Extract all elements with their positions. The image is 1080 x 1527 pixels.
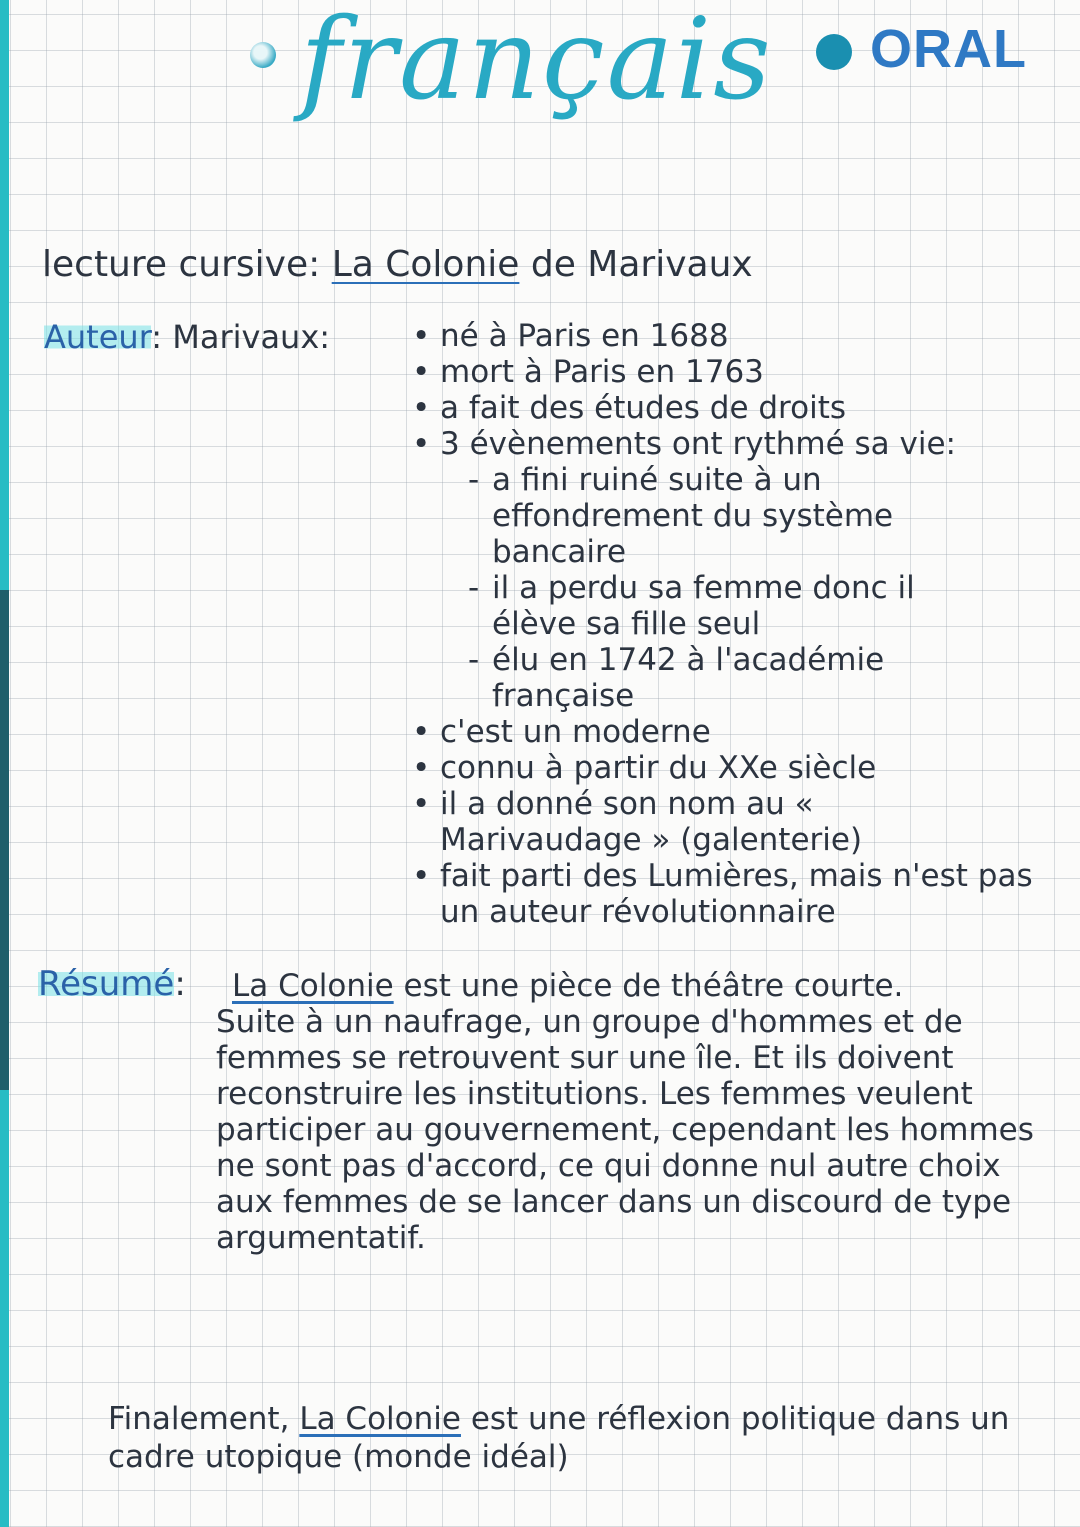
events-sublist (440, 462, 1060, 714)
auteur-name: : Marivaux: (151, 318, 331, 356)
list-item: • il a donné son nom au « Marivaudage » (galenterie) (410, 786, 1000, 858)
resume-first-line (232, 968, 903, 1004)
conclusion-body: est une réflexion politique dans un cadre utopique (monde idéal) (108, 1401, 1010, 1475)
auteur-label: Auteur (44, 318, 152, 356)
margin-bar-dark (0, 590, 9, 1090)
page-title: français (300, 0, 773, 125)
lecture-heading (42, 244, 753, 285)
sub-list-item: - il a perdu sa femme donc il élève sa fille seul (468, 570, 982, 642)
list-item: • c'est un moderne (410, 714, 1060, 750)
auteur-heading (44, 318, 330, 356)
list-item: • connu à partir du XXe siècle (410, 750, 1060, 786)
title-dot-right (816, 34, 852, 70)
conclusion-book-title: La Colonie (299, 1401, 461, 1437)
resume-body: Suite à un naufrage, un groupe d'hommes et de femmes se retrouvent sur une île. Et ils doivent reconstruire les institutions. Les femmes veulent participer au gouvernement, cependant les hommes ne sont pas d'accord, ce qui donne nul autre choix aux femmes de se lancer dans un discourd de type argumentatif. (216, 1004, 1034, 1256)
resume-intro: est une pièce de théâtre courte. (403, 968, 904, 1004)
resume-colon: : (174, 964, 186, 1004)
lecture-author: de Marivaux (530, 244, 753, 285)
list-item: • né à Paris en 1688 (410, 318, 1060, 354)
lecture-book-title: La Colonie (331, 244, 520, 285)
list-item: • a fait des études de droits (410, 390, 1060, 426)
lecture-label: lecture cursive: (42, 244, 321, 285)
list-item: • mort à Paris en 1763 (410, 354, 1060, 390)
list-item: • fait parti des Lumières, mais n'est pas un auteur révolutionnaire (410, 858, 1060, 930)
resume-label: Résumé (38, 964, 175, 1004)
sub-list-item: - élu en 1742 à l'académie française (468, 642, 982, 714)
list-item-events (410, 426, 1060, 714)
resume-heading (38, 964, 186, 1004)
list-item-label: 3 évènements ont rythmé sa vie: (440, 426, 956, 462)
author-facts-list (410, 318, 1060, 930)
conclusion-prefix: Finalement, (108, 1401, 290, 1437)
conclusion-text (108, 1400, 1068, 1476)
sub-list-item: - a fini ruiné suite à un effondrement du système bancaire (468, 462, 982, 570)
oral-tag: ORAL (870, 19, 1027, 79)
resume-text (216, 968, 1064, 1256)
resume-book-title: La Colonie (232, 968, 394, 1004)
title-dot-left (250, 42, 276, 68)
